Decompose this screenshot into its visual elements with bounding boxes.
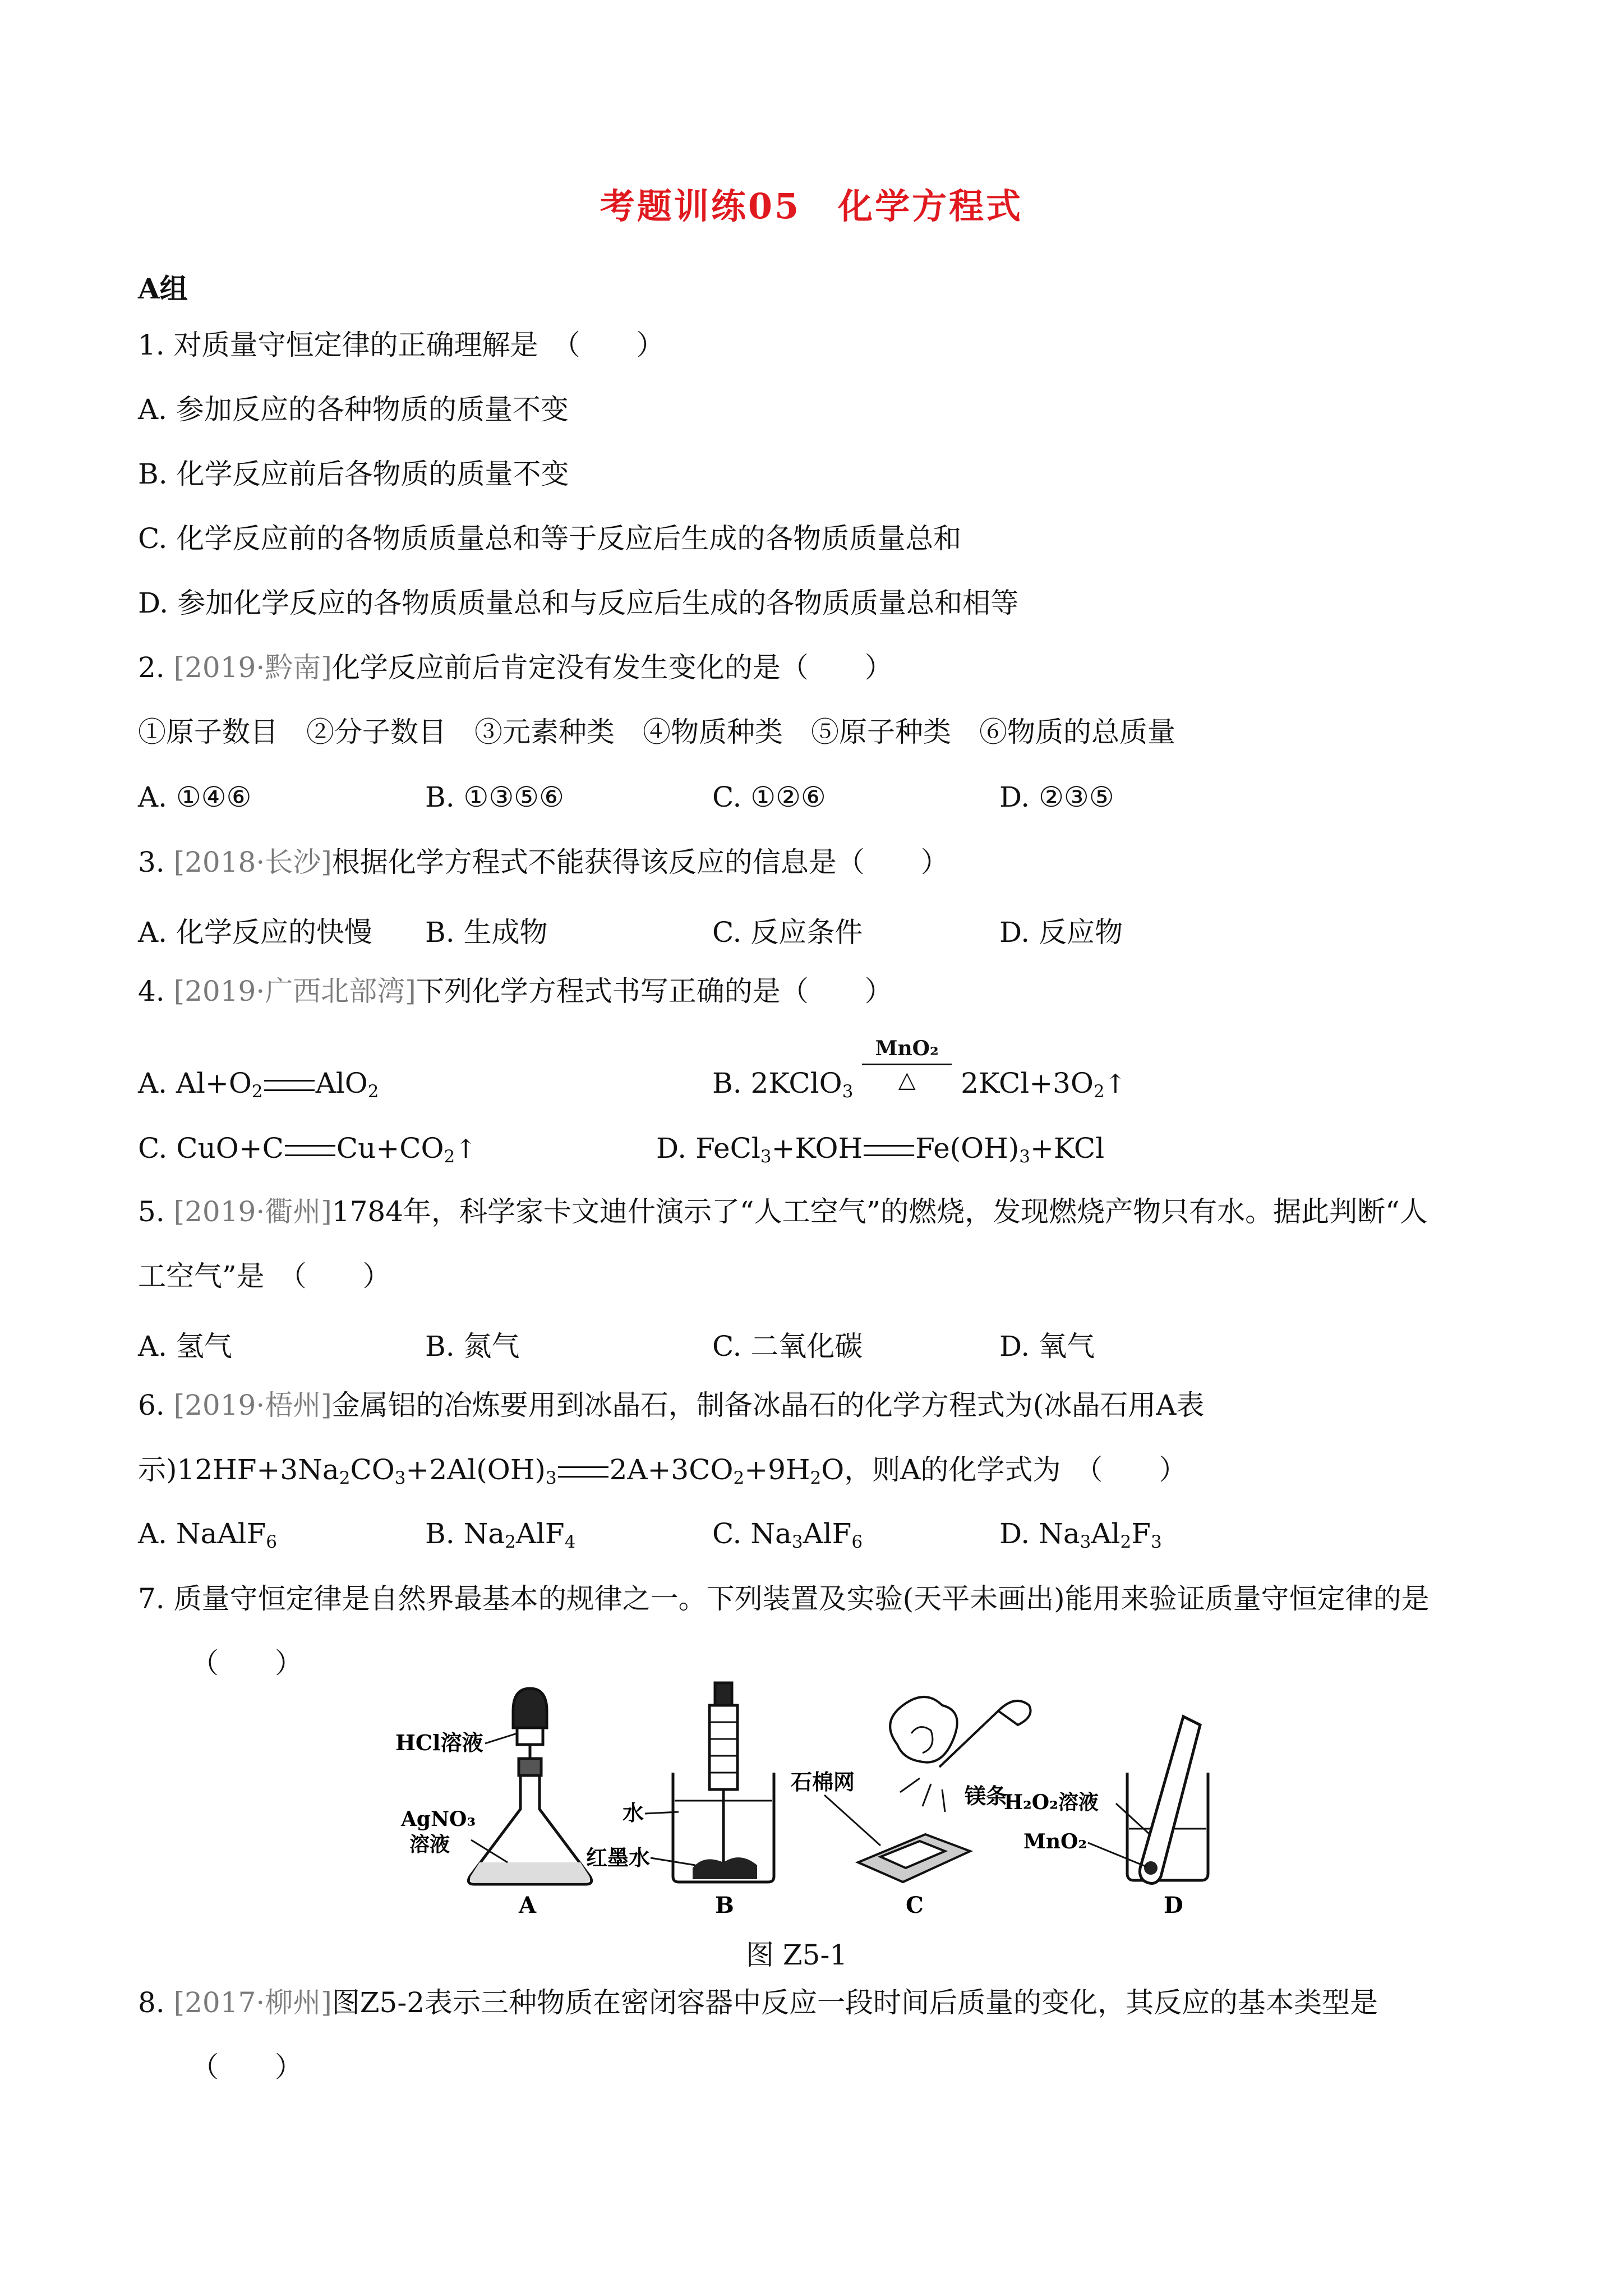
group-label: A组: [138, 272, 188, 305]
question-2-option-a: A. ①④⑥: [138, 781, 252, 813]
label-b: B: [715, 1892, 734, 1918]
question-5-option-a: A. 氢气: [138, 1330, 232, 1363]
label-agno3: AgNO₃: [401, 1807, 476, 1831]
question-text: 金属铝的冶炼要用到冰晶石，制备冰晶石的化学方程式为(冰晶石用A表: [331, 1389, 1205, 1421]
question-6-option-c: C. $Na_3AlF_6$: [712, 1517, 863, 1552]
apparatus-b: [673, 1683, 774, 1882]
gas-arrow-icon: ↑: [455, 1134, 477, 1164]
question-5-option-b: B. 氮气: [425, 1330, 520, 1363]
label-h2o2-solution: H₂O₂溶液: [1004, 1791, 1099, 1814]
apparatus-a: [468, 1688, 591, 1884]
label-mg-strip: 镁条: [965, 1783, 1008, 1809]
question-8-stem: [138, 1986, 1378, 2019]
question-5-option-d: D. 氧气: [999, 1330, 1095, 1363]
label-asbestos-mesh: 石棉网: [791, 1769, 855, 1795]
question-source: [2019·梧州]: [173, 1389, 332, 1421]
figure-caption: 图 Z5-1: [746, 1939, 848, 1971]
question-5-stem-line-1: [138, 1195, 1428, 1228]
question-source: [2019·广西北部湾]: [173, 975, 416, 1007]
question-source: [2019·黔南]: [173, 651, 332, 684]
question-source: [2019·衢州]: [173, 1195, 332, 1228]
question-3-option-a: A. 化学反应的快慢: [138, 916, 372, 949]
question-number: 5.: [138, 1195, 174, 1228]
question-2-stem: [138, 651, 893, 684]
question-7-stem: 7. 质量守恒定律是自然界最基本的规律之一。下列装置及实验(天平未画出)能用来验证质量守恒定律的是: [138, 1582, 1430, 1615]
question-6-stem-line-1: [138, 1388, 1204, 1422]
question-1-option-d: D. 参加化学反应的各物质质量总和与反应后生成的各物质质量总和相等: [138, 587, 1019, 619]
label-hcl: HCl溶液: [395, 1730, 483, 1755]
question-7-answer-paren: （ ）: [191, 1647, 303, 1680]
label-water: 水: [623, 1800, 644, 1825]
reaction-condition: [862, 1037, 952, 1099]
page-title: 考题训练05 化学方程式: [600, 186, 1023, 227]
catalyst-label: MnO₂: [875, 1037, 939, 1060]
question-text: 1784年，科学家卡文迪什演示了“人工空气”的燃烧，发现燃烧产物只有水。据此判断“人: [331, 1195, 1428, 1228]
question-4-option-b: B. 2KClO$_3$ MnO₂ △ $2KCl+3O_2↑$: [712, 1037, 1127, 1102]
apparatus-d: [1127, 1717, 1208, 1884]
question-3-option-b: B. 生成物: [425, 916, 548, 949]
question-number: 8.: [138, 1986, 174, 2019]
question-8-answer-paren: （ ）: [191, 2051, 303, 2083]
label-a: A: [519, 1892, 537, 1918]
question-2-option-b: B. ①③⑤⑥: [425, 781, 564, 813]
question-6-stem-line-2: 示)$12HF+3Na_2CO_3+2Al(OH)_3$ $2A+3CO_2+9H_2O$，则A的化学式为 （ ）: [138, 1453, 1187, 1488]
figure-z5-1: [393, 1677, 1267, 1930]
question-3-option-d: D. 反应物: [999, 916, 1123, 949]
question-4-stem: [138, 974, 893, 1008]
gas-arrow-icon: ↑: [1104, 1069, 1127, 1099]
question-text: 化学反应前后肯定没有发生变化的是（ ）: [331, 651, 893, 684]
question-5-stem-line-2: 工空气”是 （ ）: [138, 1260, 391, 1292]
question-2-option-d: D. ②③⑤: [999, 781, 1114, 813]
question-2-option-c: C. ①②⑥: [712, 781, 826, 813]
question-1-stem: 1. 对质量守恒定律的正确理解是 （ ）: [138, 329, 665, 361]
heat-symbol: △: [898, 1067, 916, 1093]
question-3-stem: [138, 845, 949, 879]
label-d: D: [1164, 1892, 1183, 1918]
label-agno3-solution: 溶液: [409, 1833, 450, 1856]
question-6-option-b: B. $Na_2AlF_4$: [425, 1517, 576, 1552]
question-text: 下列化学方程式书写正确的是（ ）: [416, 975, 893, 1007]
question-4-option-c: C. CuO+C $Cu+CO_2↑$: [138, 1132, 477, 1167]
question-1-option-b: B. 化学反应前后各物质的质量不变: [138, 458, 569, 490]
label-c: C: [906, 1892, 924, 1918]
question-3-option-c: C. 反应条件: [712, 916, 863, 949]
question-source: [2017·柳州]: [173, 1986, 332, 2019]
question-1-option-c: C. 化学反应前的各物质质量总和等于反应后生成的各物质质量总和: [138, 522, 962, 555]
question-4-option-d: D. FeCl$_3$+KOH $Fe(OH)_3+KCl$: [656, 1132, 1105, 1167]
question-number: 4.: [138, 975, 174, 1007]
question-6-option-a: A. NaAlF$_6$: [138, 1517, 277, 1552]
question-text: 根据化学方程式不能获得该反应的信息是（ ）: [331, 846, 949, 878]
question-4-option-a: A. $Al+O_2$ AlO$_2$: [138, 1067, 379, 1102]
question-number: 3.: [138, 846, 174, 878]
question-source: [2018·长沙]: [173, 846, 332, 878]
question-number: 2.: [138, 651, 174, 684]
question-6-option-d: D. $Na_3Al_2F_3$: [999, 1517, 1162, 1552]
question-number: 6.: [138, 1389, 174, 1421]
question-5-option-c: C. 二氧化碳: [712, 1330, 863, 1363]
question-1-option-a: A. 参加反应的各种物质的质量不变: [138, 393, 569, 426]
label-red-ink: 红墨水: [586, 1845, 651, 1870]
question-text: 图Z5-2表示三种物质在密闭容器中反应一段时间后质量的变化，其反应的基本类型是: [331, 1986, 1378, 2019]
label-mno2: MnO₂: [1023, 1830, 1087, 1853]
question-2-items: ①原子数目 ②分子数目 ③元素种类 ④物质种类 ⑤原子种类 ⑥物质的总质量: [138, 716, 1175, 748]
